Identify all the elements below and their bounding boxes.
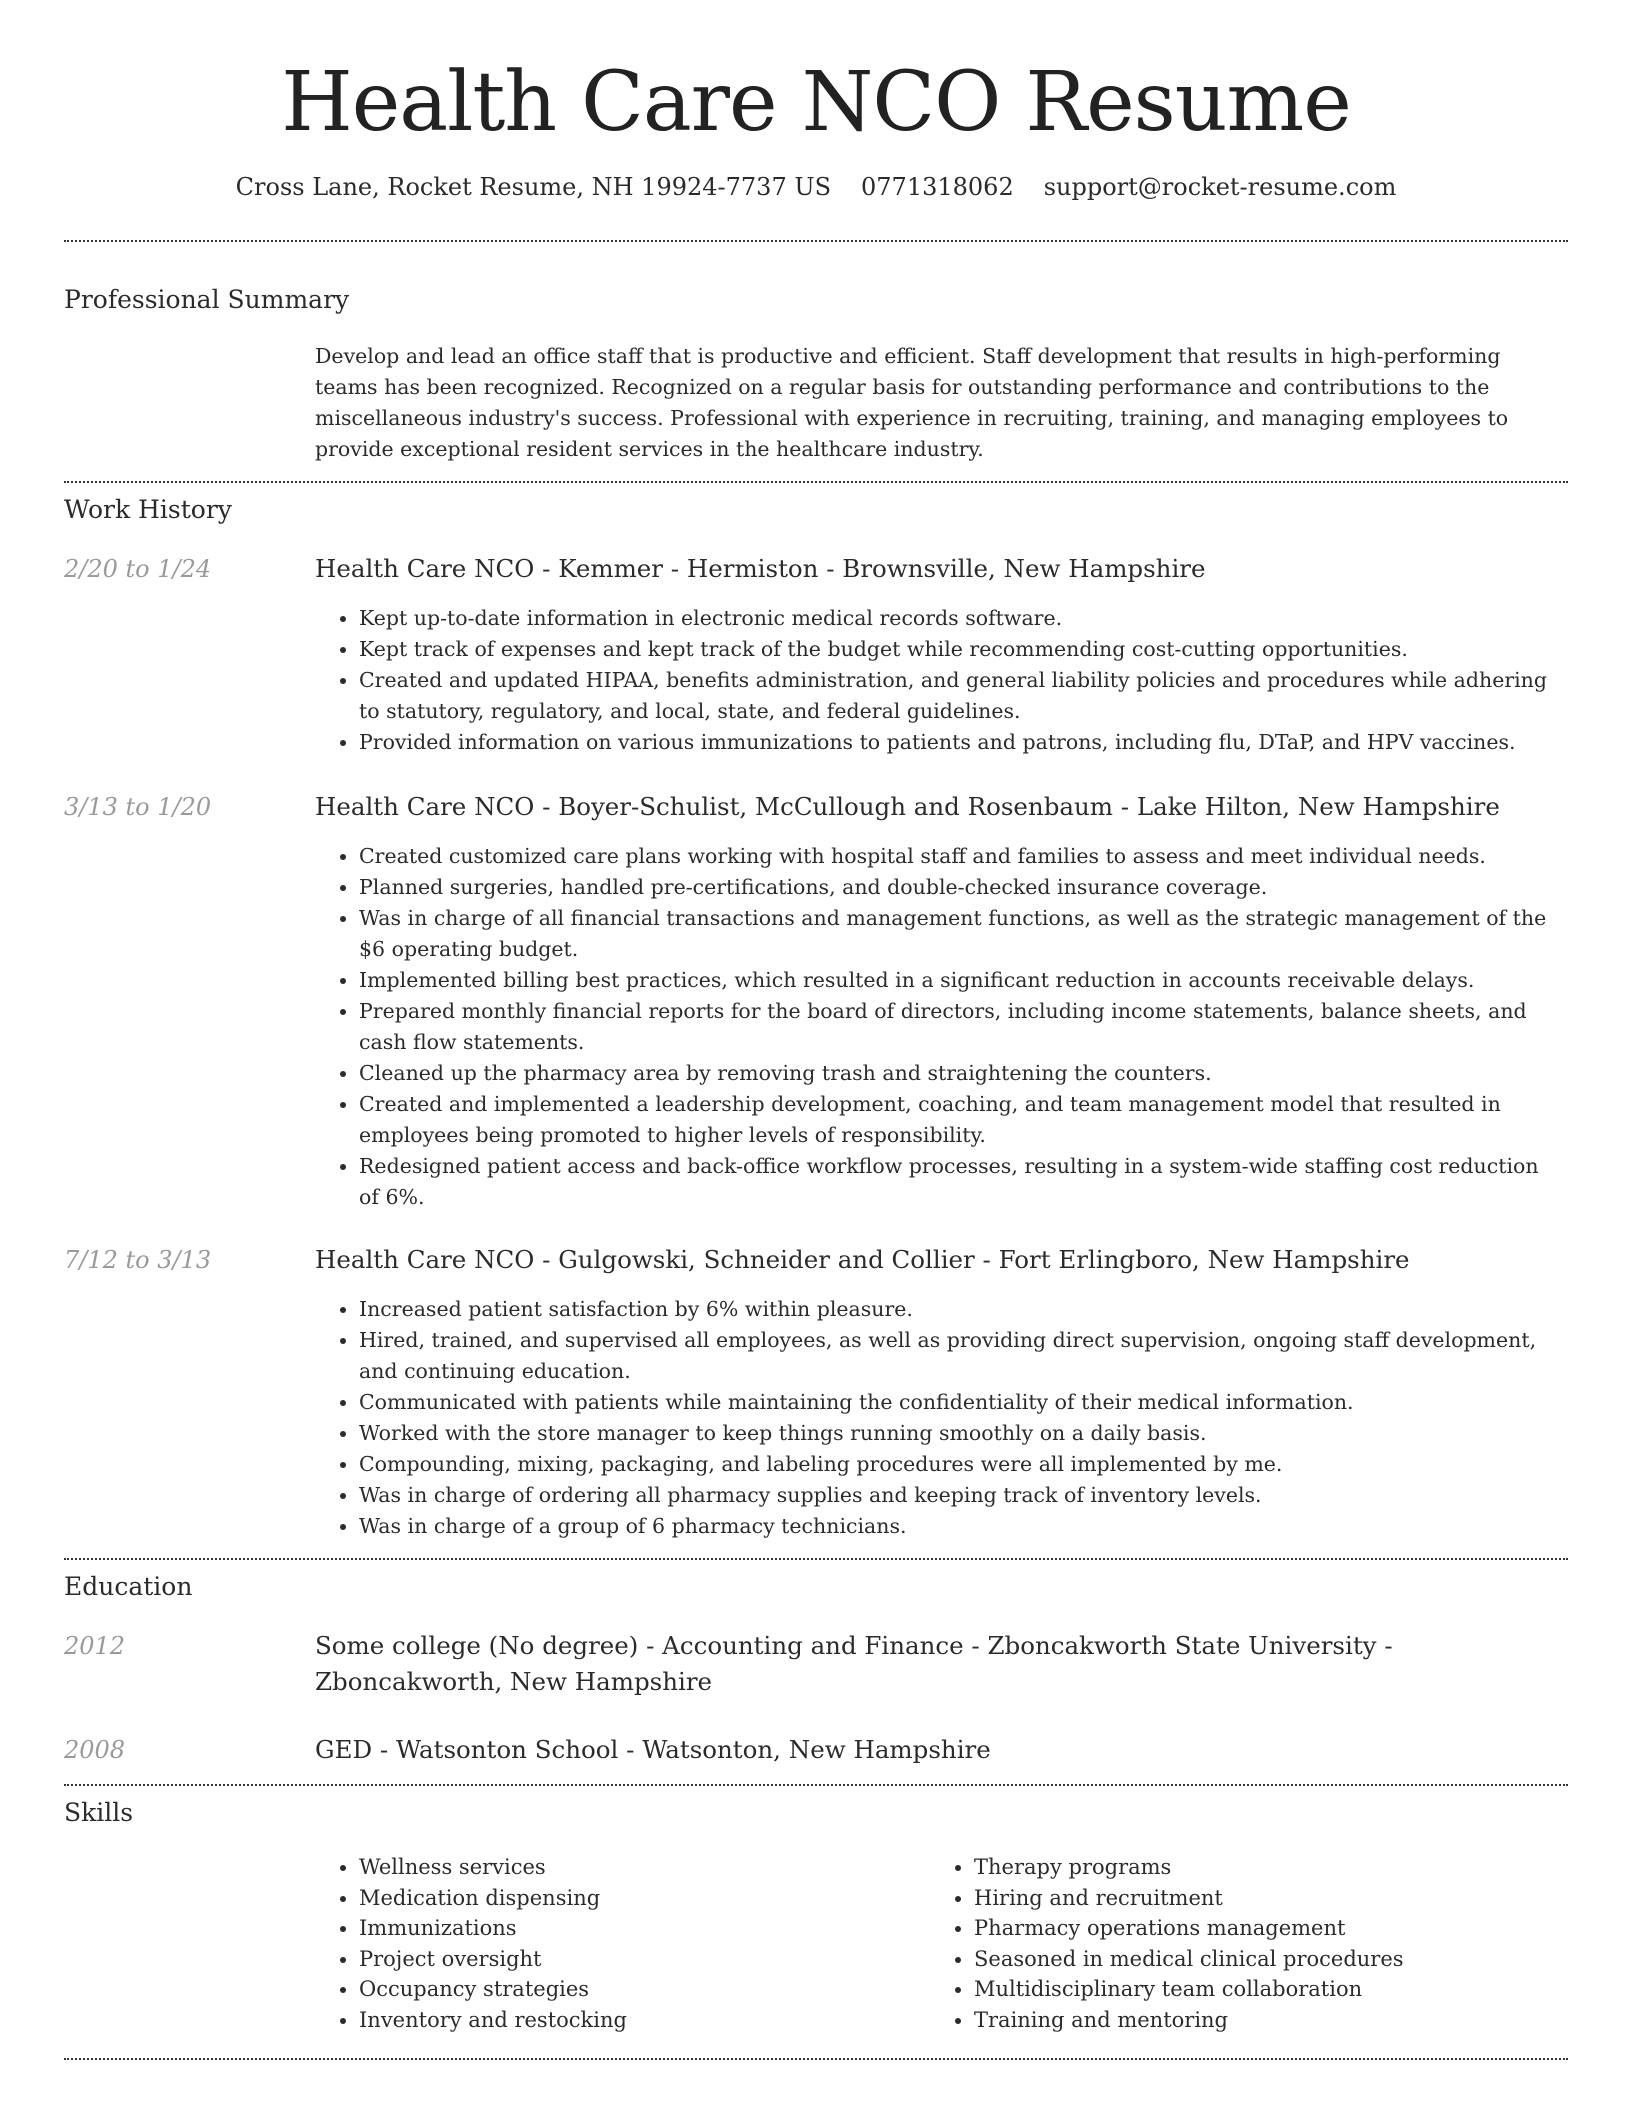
skill-item: • Training and mentoring (974, 2005, 1530, 2036)
job-dates: 7/12 to 3/13 (64, 1246, 212, 1274)
section-divider (64, 2058, 1568, 2060)
education-heading: Education (64, 1572, 193, 1601)
summary-heading: Professional Summary (64, 285, 350, 314)
list-item: • Created customized care plans working with hospital staff and families to assess and meet individual needs. (359, 841, 1565, 872)
work-history-heading: Work History (64, 495, 232, 524)
skill-item: • Project oversight (359, 1944, 915, 1975)
list-item: • Was in charge of a group of 6 pharmacy technicians. (359, 1511, 1565, 1542)
list-item: • Worked with the store manager to keep things running smoothly on a daily basis. (359, 1418, 1565, 1449)
page-title: Health Care NCO Resume (281, 55, 1351, 150)
job-bullets (315, 603, 1565, 758)
list-item: • Cleaned up the pharmacy area by removing trash and straightening the counters. (359, 1058, 1565, 1089)
skills-list-right (930, 1852, 1530, 2035)
education-year: 2008 (64, 1736, 126, 1764)
skill-item: • Occupancy strategies (359, 1974, 915, 2005)
list-item: • Was in charge of ordering all pharmacy supplies and keeping track of inventory levels. (359, 1480, 1565, 1511)
skill-item: • Multidisciplinary team collaboration (974, 1974, 1530, 2005)
skill-item: • Therapy programs (974, 1852, 1530, 1883)
list-item: • Redesigned patient access and back-office workflow processes, resulting in a system-wide staffing cost reduction of 6%. (359, 1151, 1565, 1213)
skill-item: • Inventory and restocking (359, 2005, 915, 2036)
list-item: • Communicated with patients while maintaining the confidentiality of their medical information. (359, 1387, 1565, 1418)
job-title: Health Care NCO - Boyer-Schulist, McCullough and Rosenbaum - Lake Hilton, New Hampshire (315, 792, 1500, 821)
job-bullets (315, 841, 1565, 1213)
skills-list-left (315, 1852, 915, 2035)
skills-heading: Skills (64, 1798, 134, 1827)
skill-item: • Pharmacy operations management (974, 1913, 1530, 1944)
job-dates: 2/20 to 1/24 (64, 555, 212, 583)
job-dates: 3/13 to 1/20 (64, 793, 212, 821)
job-bullets (315, 1294, 1565, 1542)
list-item: • Provided information on various immunizations to patients and patrons, including flu, DTaP, and HPV vaccines. (359, 727, 1565, 758)
list-item: • Increased patient satisfaction by 6% within pleasure. (359, 1294, 1565, 1325)
skill-item: • Seasoned in medical clinical procedures (974, 1944, 1530, 1975)
list-item: • Hired, trained, and supervised all employees, as well as providing direct supervision, ongoing staff development, and continuing education. (359, 1325, 1565, 1387)
address: Cross Lane, Rocket Resume, NH 19924-7737 US (235, 173, 832, 201)
job-title: Health Care NCO - Kemmer - Hermiston - Brownsville, New Hampshire (315, 554, 1206, 583)
contact-line (0, 170, 1632, 204)
phone: 0771318062 (861, 173, 1014, 201)
skill-item: • Hiring and recruitment (974, 1883, 1530, 1914)
skill-item: • Wellness services (359, 1852, 915, 1883)
section-divider (64, 1558, 1568, 1560)
list-item: • Created and updated HIPAA, benefits administration, and general liability policies and procedures while adhering to statutory, regulatory, and local, state, and federal guidelines. (359, 665, 1565, 727)
job-title: Health Care NCO - Gulgowski, Schneider and Collier - Fort Erlingboro, New Hampshire (315, 1245, 1410, 1274)
list-item: • Kept track of expenses and kept track of the budget while recommending cost-cutting opportunities. (359, 634, 1565, 665)
section-divider (64, 240, 1568, 242)
list-item: • Implemented billing best practices, which resulted in a significant reduction in accounts receivable delays. (359, 965, 1565, 996)
list-item: • Kept up-to-date information in electronic medical records software. (359, 603, 1565, 634)
list-item: • Planned surgeries, handled pre-certifications, and double-checked insurance coverage. (359, 872, 1565, 903)
summary-text: Develop and lead an office staff that is productive and efficient. Staff development that results in high-performing teams has been recognized. Recognized on a regular basis for outstanding performance and contributions to the miscellaneous industry's success. Professional with experience in recruiting, training, and managing employees to provide exceptional resident services in the healthcare industry. (315, 344, 1509, 461)
education-entry: Some college (No degree) - Accounting and Finance - Zboncakworth State University - Zboncakworth, New Hampshire (315, 1631, 1393, 1696)
education-year: 2012 (64, 1632, 126, 1660)
list-item: • Was in charge of all financial transactions and management functions, as well as the strategic management of the $6 operating budget. (359, 903, 1565, 965)
list-item: • Prepared monthly financial reports for the board of directors, including income statements, balance sheets, and cash flow statements. (359, 996, 1565, 1058)
section-divider (64, 1784, 1568, 1786)
skill-item: • Immunizations (359, 1913, 915, 1944)
list-item: • Created and implemented a leadership development, coaching, and team management model that resulted in employees being promoted to higher levels of responsibility. (359, 1089, 1565, 1151)
education-entry: GED - Watsonton School - Watsonton, New Hampshire (315, 1735, 991, 1764)
section-divider (64, 481, 1568, 483)
list-item: • Compounding, mixing, packaging, and labeling procedures were all implemented by me. (359, 1449, 1565, 1480)
email: support@rocket-resume.com (1043, 173, 1397, 201)
skill-item: • Medication dispensing (359, 1883, 915, 1914)
